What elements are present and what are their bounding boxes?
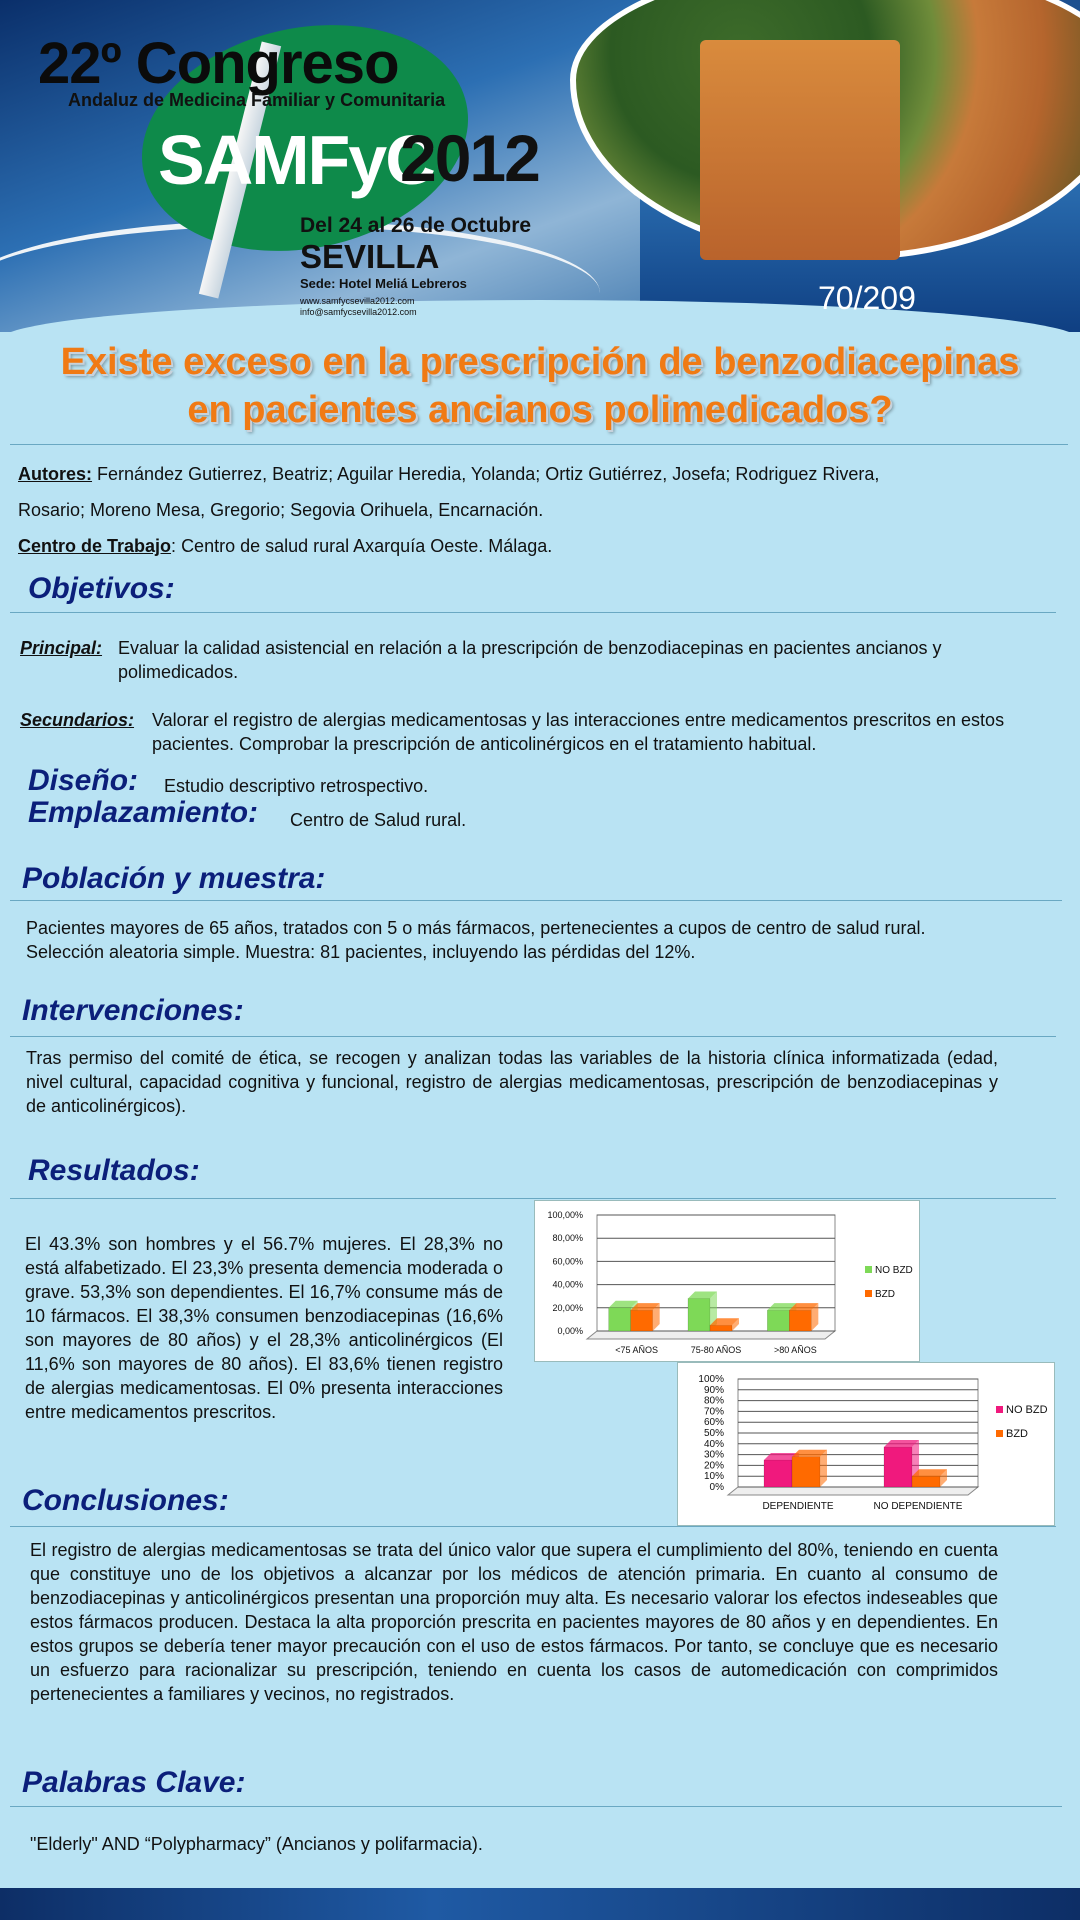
poblacion-line-2: Selección aleatoria simple. Muestra: 81 pacientes, incluyendo las pérdidas del 12%. bbox=[26, 942, 696, 962]
workplace-separator: : bbox=[171, 536, 177, 556]
legend-label: BZD bbox=[1006, 1428, 1028, 1440]
y-tick-label: 100,00% bbox=[547, 1210, 583, 1220]
emplazamiento-text: Centro de Salud rural. bbox=[290, 810, 467, 830]
legend-swatch bbox=[865, 1266, 872, 1273]
authors-line-2: Rosario; Moreno Mesa, Gregorio; Segovia Orihuela, Encarnación. bbox=[18, 500, 544, 520]
principal-text: Evaluar la calidad asistencial en relación a la prescripción de benzodiacepinas en pacientes ancianos y polimedicados. bbox=[118, 638, 942, 682]
intervenciones-heading: Intervenciones: bbox=[22, 994, 244, 1027]
y-tick-label: 0,00% bbox=[557, 1326, 583, 1336]
bar bbox=[884, 1447, 912, 1487]
palabras-clave-heading: Palabras Clave: bbox=[22, 1766, 246, 1799]
legend-swatch bbox=[996, 1406, 1003, 1413]
poblacion-line-1: Pacientes mayores de 65 años, tratados con 5 o más fármacos, pertenecientes a cupos de centro de salud rural. bbox=[26, 918, 926, 938]
congress-city: SEVILLA bbox=[300, 238, 440, 275]
divider bbox=[10, 1806, 1062, 1807]
congress-email: info@samfycsevilla2012.com bbox=[300, 307, 417, 317]
y-tick-label: 90% bbox=[703, 1384, 724, 1396]
x-tick-label: 75-80 AÑOS bbox=[690, 1345, 742, 1355]
y-tick-label: 0% bbox=[709, 1482, 724, 1493]
bar bbox=[688, 1299, 710, 1331]
congress-venue: Sede: Hotel Meliá Lebreros bbox=[300, 276, 467, 291]
objetivos-heading: Objetivos: bbox=[28, 572, 175, 605]
y-tick-label: 40% bbox=[703, 1438, 724, 1450]
resultados-heading: Resultados: bbox=[28, 1154, 200, 1187]
resultados-text: El 43.3% son hombres y el 56.7% mujeres. El 28,3% no está alfabetizado. El 23,3% presenta demencia moderada o grave. 53,3% son dependientes. El 16,7% consume más de 10 fármacos. El 38,3% consumen benzodiacepinas (16,6% son mayores de 80 años) y el 28,3% anticolinérgicos (El 11,6% son mayores de 80 años). El 83,6% tienen registro de alergias medicamentosas. El 0% presenta interacciones entre medicamentos prescritos. bbox=[25, 1234, 503, 1422]
poster-title bbox=[20, 338, 1060, 434]
workplace-text: Centro de salud rural Axarquía Oeste. Málaga. bbox=[181, 536, 553, 556]
poblacion-heading: Población y muestra: bbox=[22, 862, 326, 895]
y-tick-label: 80% bbox=[703, 1395, 724, 1407]
conclusiones-heading: Conclusiones: bbox=[22, 1484, 229, 1517]
congress-year: 2012 bbox=[400, 121, 539, 195]
chart-dependency-bzd-svg bbox=[678, 1363, 1054, 1525]
bar bbox=[609, 1308, 631, 1331]
y-tick-label: 70% bbox=[703, 1406, 724, 1418]
y-tick-label: 40,00% bbox=[552, 1279, 583, 1290]
plot-floor bbox=[587, 1331, 835, 1339]
chart-age-bzd bbox=[534, 1200, 920, 1362]
y-tick-label: 10% bbox=[703, 1471, 724, 1483]
y-tick-label: 80,00% bbox=[552, 1233, 583, 1244]
palabras-clave-text: "Elderly" AND “Polypharmacy” (Ancianos y polifarmacia). bbox=[30, 1834, 483, 1854]
y-tick-label: 100% bbox=[698, 1374, 724, 1385]
divider bbox=[10, 1036, 1056, 1037]
divider bbox=[10, 1198, 1056, 1199]
secundarios-text: Valorar el registro de alergias medicamentosas y las interacciones entre medicamentos prescritos en estos pacientes. Comprobar la prescripción de anticolinérgicos en el tratamiento habitual. bbox=[152, 710, 1005, 754]
legend-label: BZD bbox=[875, 1289, 895, 1300]
bar bbox=[767, 1310, 789, 1331]
workplace-line bbox=[18, 528, 1058, 564]
chart-dependency-bzd bbox=[677, 1362, 1055, 1526]
congress-website: www.samfycsevilla2012.com bbox=[300, 296, 415, 306]
authors-line-1 bbox=[18, 456, 1058, 492]
congress-title: 22º Congreso bbox=[38, 31, 399, 96]
bar bbox=[912, 1476, 940, 1487]
legend-label: NO BZD bbox=[1006, 1404, 1048, 1416]
secundarios-label: Secundarios: bbox=[20, 710, 135, 730]
y-tick-label: 50% bbox=[703, 1428, 724, 1439]
diseno-text: Estudio descriptivo retrospectivo. bbox=[164, 776, 429, 796]
intervenciones-text: Tras permiso del comité de ética, se recogen y analizan todas las variables de la historia clínica informatizada (edad, nivel cultural, capacidad cognitiva y funcional, registro de alergias medicamentosas, prescripción de benzodiacepinas y de anticolinérgicos). bbox=[26, 1048, 998, 1116]
authors-label: Autores: bbox=[18, 464, 93, 484]
x-tick-label: <75 AÑOS bbox=[615, 1345, 659, 1355]
poblacion-text bbox=[26, 916, 1066, 964]
diseno-heading: Diseño: bbox=[28, 764, 139, 797]
legend-swatch bbox=[996, 1430, 1003, 1437]
samfyc-logo: SAMFyC bbox=[158, 121, 434, 199]
footer-band bbox=[0, 1888, 1080, 1920]
y-tick-label: 60% bbox=[703, 1417, 724, 1429]
congress-banner bbox=[0, 0, 1080, 332]
y-tick-label: 20,00% bbox=[552, 1302, 583, 1313]
divider bbox=[10, 900, 1062, 901]
emplazamiento-heading: Emplazamiento: bbox=[28, 796, 259, 829]
divider bbox=[10, 612, 1056, 613]
poster-title-line-2: en pacientes ancianos polimedicados? bbox=[187, 389, 893, 431]
bar bbox=[631, 1310, 653, 1331]
x-tick-label: >80 AÑOS bbox=[773, 1345, 817, 1355]
divider bbox=[10, 444, 1068, 445]
divider bbox=[10, 1526, 1056, 1527]
chart-age-bzd-svg bbox=[535, 1201, 919, 1361]
legend-label: NO BZD bbox=[875, 1265, 913, 1276]
x-tick-label: DEPENDIENTE bbox=[762, 1501, 834, 1512]
plot-floor bbox=[728, 1487, 978, 1495]
y-tick-label: 60,00% bbox=[552, 1256, 583, 1267]
authors-text-1: Fernández Gutierrez, Beatriz; Aguilar Heredia, Yolanda; Ortiz Gutiérrez, Josefa; Rodriguez Rivera, bbox=[97, 464, 880, 484]
authors-block bbox=[18, 456, 1058, 564]
bar bbox=[792, 1457, 820, 1487]
bar bbox=[789, 1310, 811, 1331]
y-tick-label: 30% bbox=[703, 1449, 724, 1461]
y-tick-label: 20% bbox=[703, 1460, 724, 1472]
principal-label: Principal: bbox=[20, 638, 103, 658]
bar bbox=[710, 1325, 732, 1331]
workplace-label: Centro de Trabajo bbox=[18, 536, 172, 556]
alcazar-building-image bbox=[700, 40, 900, 260]
conclusiones-text: El registro de alergias medicamentosas se trata del único valor que supera el cumplimiento del 80%, teniendo en cuenta que constituye uno de los objetivos a alcanzar por los médicos de atención primaria. En cuanto al consumo de benzodiacepinas y anticolinérgicos presentan una proporción muy alta. Es necesario valorar los efectos indeseables que estos fármacos producen. Destaca la alta proporción prescrita en pacientes mayores de 80 años y en dependientes. En estos grupos se debería tener mayor precaución con el uso de estos fármacos. Por tanto, se concluye que es necesario un esfuerzo para racionalizar su prescripción, teniendo en cuenta los casos de automedicación con comprimidos pertenecientes a familiares y vecinos, no registrados. bbox=[30, 1540, 998, 1704]
legend-swatch bbox=[865, 1290, 872, 1297]
x-tick-label: NO DEPENDIENTE bbox=[873, 1501, 963, 1512]
poster-title-line-1: Existe exceso en la prescripción de benzodiacepinas bbox=[60, 341, 1020, 383]
bar bbox=[764, 1460, 792, 1487]
poster-id: 70/209 bbox=[818, 280, 916, 316]
congress-subtitle: Andaluz de Medicina Familiar y Comunitaria bbox=[68, 90, 446, 110]
congress-dates: Del 24 al 26 de Octubre bbox=[300, 214, 532, 237]
